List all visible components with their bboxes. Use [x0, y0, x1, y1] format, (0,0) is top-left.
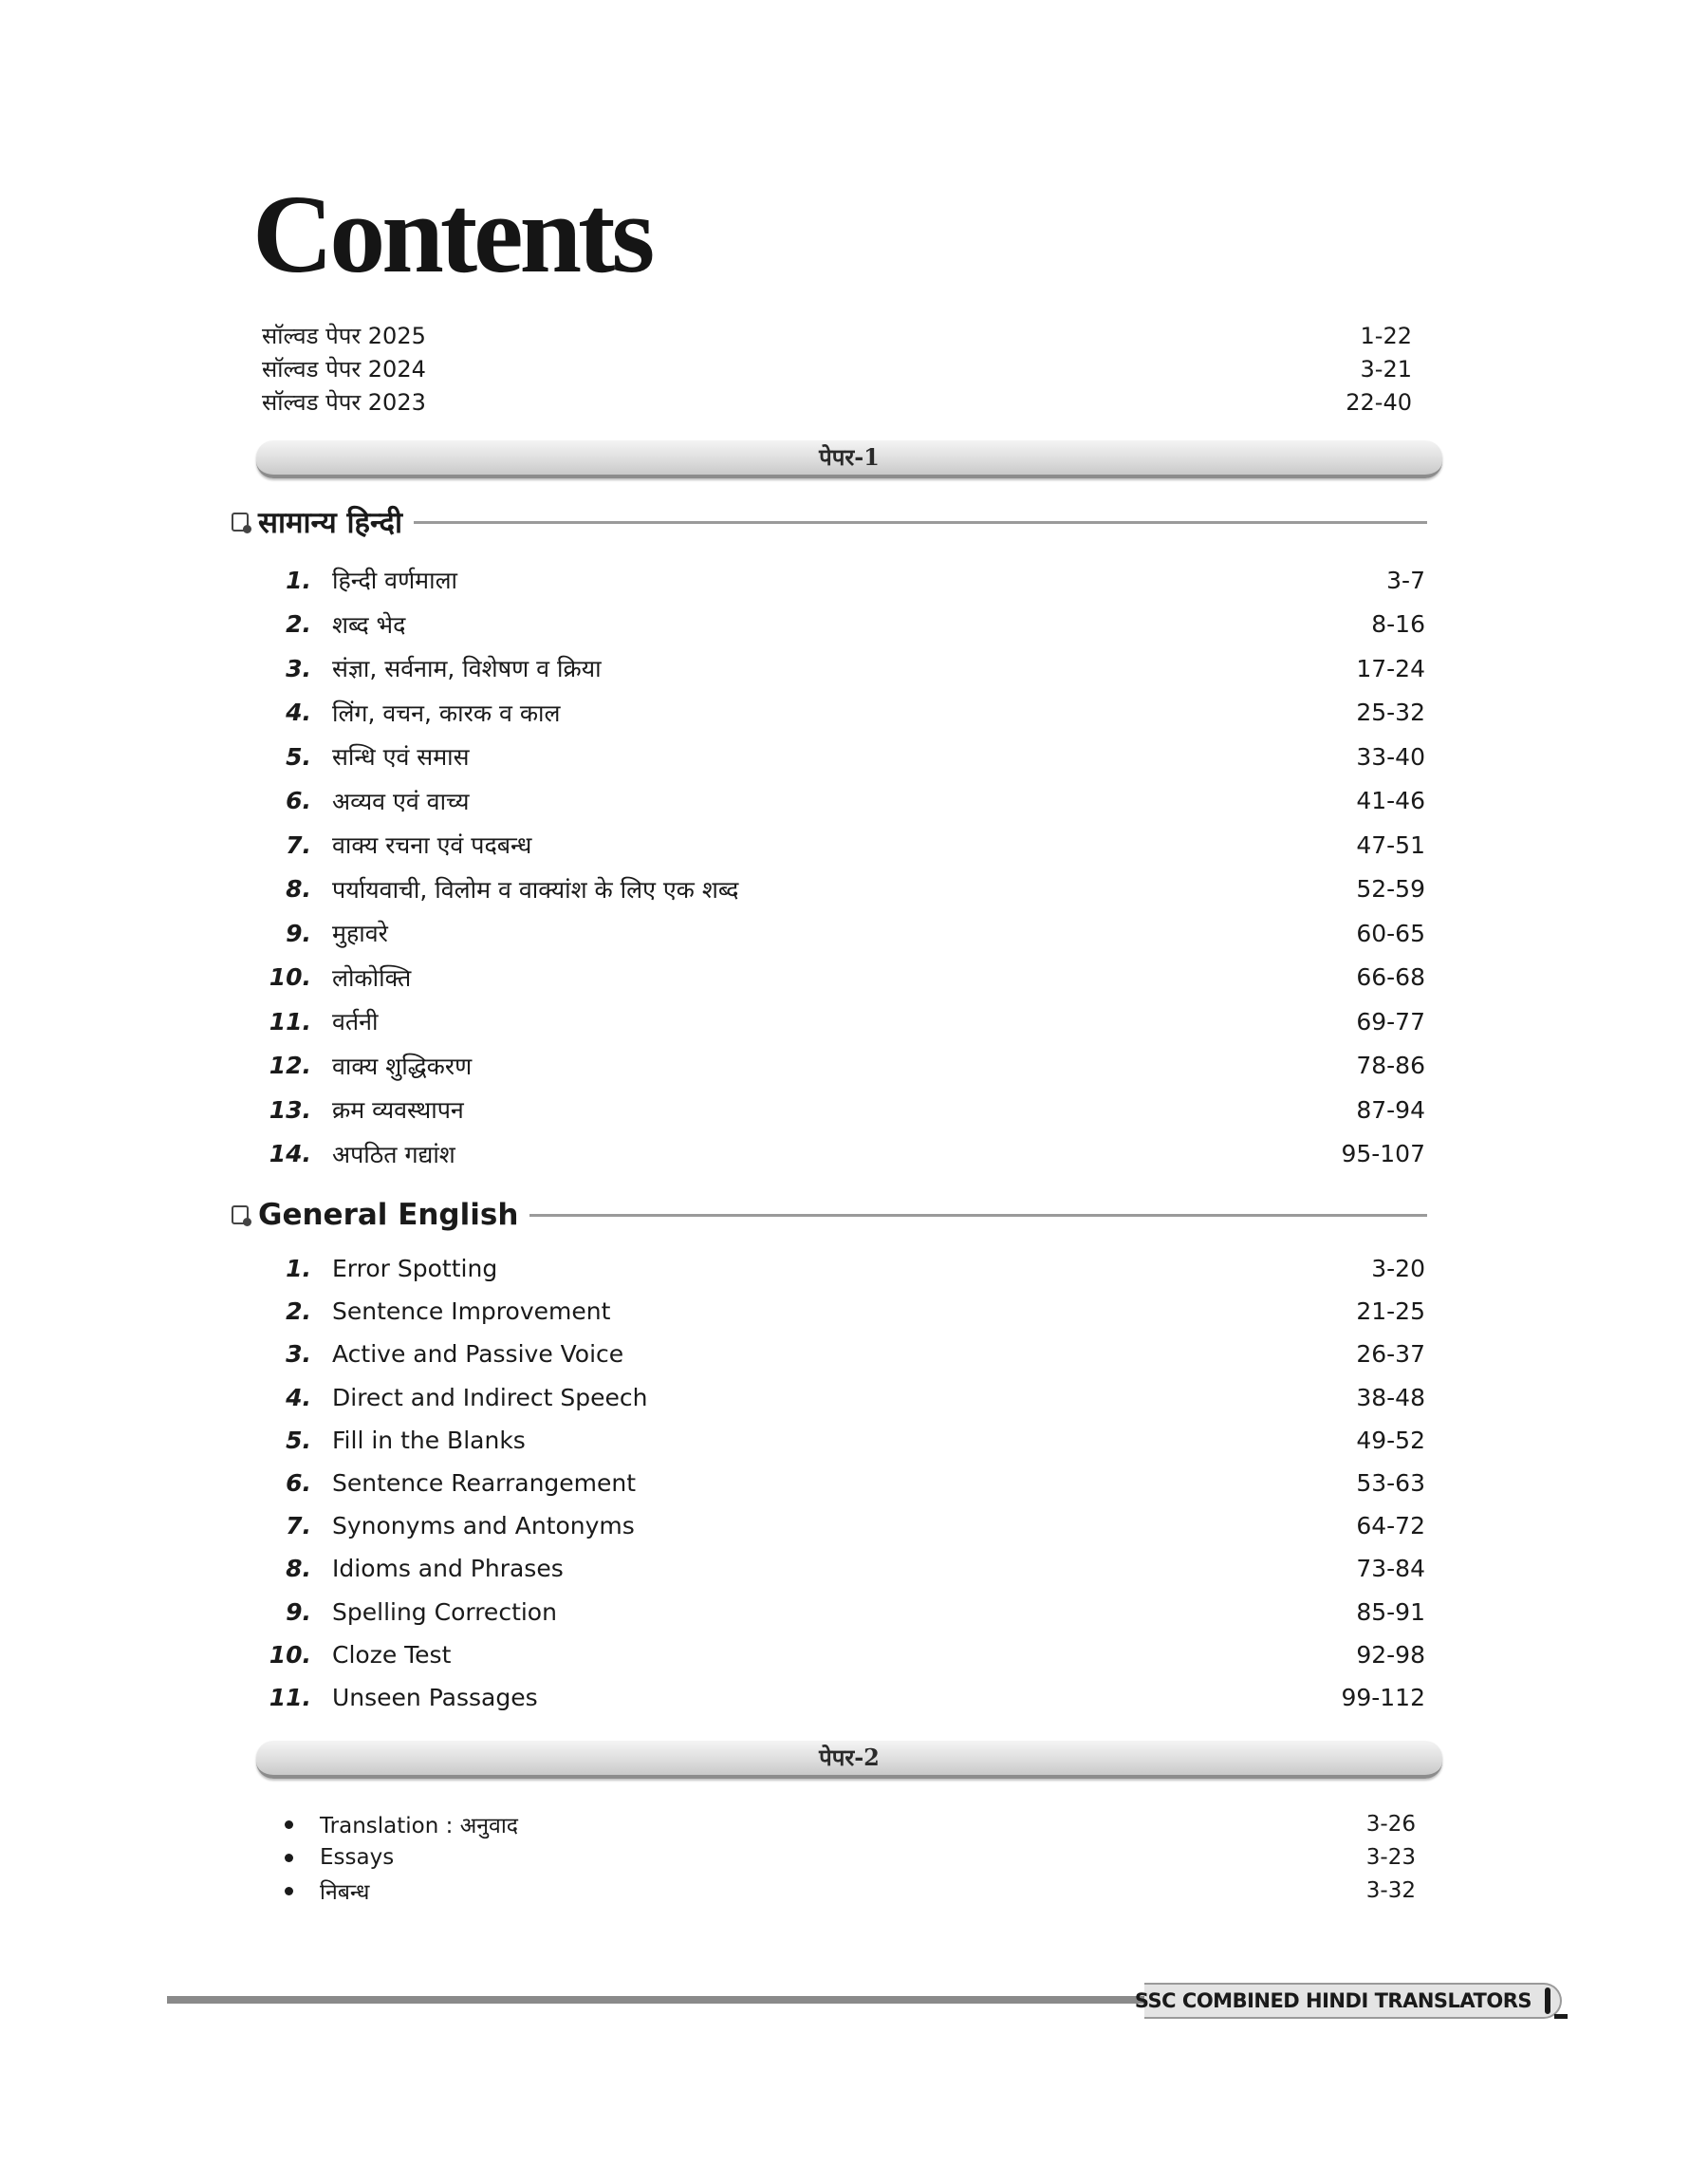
toc-row[interactable]	[266, 691, 1425, 736]
item-number: 11.	[269, 1683, 311, 1711]
solved-paper-pages: 3-21	[1360, 355, 1412, 382]
item-pages: 3-7	[1386, 566, 1425, 594]
item-number: 2.	[286, 610, 311, 639]
item-label: Translation : अनुवाद	[320, 1814, 518, 1838]
item-label: हिन्दी वर्णमाला	[332, 567, 457, 595]
item-number: 11.	[269, 1007, 311, 1036]
solved-paper-row[interactable]	[262, 385, 1412, 419]
item-number: 7.	[286, 830, 311, 859]
item-number: 9.	[286, 1597, 311, 1626]
item-pages: 60-65	[1356, 919, 1425, 947]
item-number: 10.	[269, 963, 311, 992]
item-pages: 38-48	[1356, 1383, 1425, 1411]
toc-row[interactable]	[266, 1376, 1425, 1419]
item-label: Sentence Improvement	[332, 1297, 611, 1326]
item-number: 8.	[286, 875, 311, 904]
item-label: Active and Passive Voice	[332, 1340, 624, 1369]
solved-paper-label: सॉल्वड पेपर 2023	[262, 389, 426, 416]
solved-paper-label: सॉल्वड पेपर 2024	[262, 356, 426, 382]
item-pages: 99-112	[1341, 1683, 1425, 1711]
item-label: वाक्य रचना एवं पदबन्ध	[332, 831, 532, 860]
toc-row[interactable]	[266, 1132, 1425, 1177]
section-heading-hindi	[232, 501, 1427, 543]
item-pages: 92-98	[1356, 1640, 1425, 1669]
toc-row[interactable]	[266, 1462, 1425, 1504]
item-pages: 95-107	[1341, 1140, 1425, 1168]
section-heading-english	[232, 1194, 1427, 1236]
item-label: मुहावरे	[332, 920, 388, 948]
item-label: Unseen Passages	[332, 1683, 538, 1711]
item-number: 9.	[286, 919, 311, 947]
item-pages: 49-52	[1356, 1426, 1425, 1454]
toc-row[interactable]	[266, 956, 1425, 1000]
toc-row[interactable]	[266, 558, 1425, 603]
item-number: 5.	[286, 742, 311, 771]
item-number: 12.	[269, 1052, 311, 1080]
item-number: 7.	[286, 1512, 311, 1540]
monitor-icon	[1545, 1987, 1550, 2014]
item-pages: 87-94	[1356, 1095, 1425, 1124]
item-label: Sentence Rearrangement	[332, 1469, 637, 1498]
toc-row[interactable]	[266, 1247, 1425, 1290]
hindi-topic-list	[266, 558, 1425, 1176]
item-label: पर्यायवाची, विलोम व वाक्यांश के लिए एक शब्द	[332, 875, 739, 904]
item-pages: 3-20	[1371, 1255, 1425, 1283]
item-label: Essays	[320, 1845, 395, 1870]
item-pages: 33-40	[1356, 742, 1425, 771]
toc-row[interactable]	[266, 1633, 1425, 1676]
toc-row[interactable]	[266, 735, 1425, 779]
item-label: क्रम व्यवस्थापन	[332, 1096, 464, 1125]
item-label: सन्धि एवं समास	[332, 743, 470, 772]
item-pages: 47-51	[1356, 830, 1425, 859]
item-number: 2.	[286, 1297, 311, 1326]
item-pages: 3-23	[1365, 1845, 1416, 1870]
toc-row[interactable]	[266, 1419, 1425, 1462]
item-pages: 17-24	[1356, 654, 1425, 682]
solved-paper-pages: 22-40	[1346, 388, 1412, 416]
item-number: 8.	[286, 1555, 311, 1583]
item-number: 3.	[286, 654, 311, 682]
item-pages: 52-59	[1356, 875, 1425, 904]
item-label: Direct and Indirect Speech	[332, 1383, 648, 1411]
section-title: सामान्य हिन्दी	[258, 506, 403, 540]
item-pages: 8-16	[1371, 610, 1425, 639]
item-label: निबन्ध	[320, 1880, 370, 1905]
toc-row[interactable]	[266, 999, 1425, 1044]
item-number: 5.	[286, 1426, 311, 1454]
toc-row[interactable]	[266, 603, 1425, 647]
section-icon	[232, 513, 249, 532]
item-label: संज्ञा, सर्वनाम, विशेषण व क्रिया	[332, 655, 602, 683]
item-number: 14.	[269, 1140, 311, 1168]
item-number: 13.	[269, 1095, 311, 1124]
section-icon	[232, 1205, 249, 1224]
item-pages: 3-26	[1365, 1812, 1416, 1837]
toc-row[interactable]	[266, 911, 1425, 956]
toc-row[interactable]	[266, 868, 1425, 912]
item-label: Cloze Test	[332, 1640, 452, 1669]
item-pages: 66-68	[1356, 963, 1425, 992]
english-topic-list	[266, 1247, 1425, 1719]
item-pages: 25-32	[1356, 699, 1425, 727]
item-label: लिंग, वचन, कारक व काल	[332, 699, 561, 727]
toc-row[interactable]	[266, 646, 1425, 691]
bullet-icon	[285, 1887, 293, 1895]
item-pages: 26-37	[1356, 1340, 1425, 1369]
solved-paper-row[interactable]	[262, 352, 1412, 385]
item-pages: 3-32	[1365, 1878, 1416, 1903]
toc-row[interactable]	[266, 1676, 1425, 1719]
toc-row[interactable]	[266, 1547, 1425, 1590]
section-rule	[529, 1214, 1427, 1217]
list-item[interactable]	[285, 1840, 1416, 1875]
solved-papers-list	[262, 319, 1412, 419]
toc-row[interactable]	[266, 779, 1425, 824]
paper2-banner: पेपर-2	[256, 1741, 1442, 1779]
item-number: 6.	[286, 787, 311, 815]
page-title: Contents	[252, 172, 652, 296]
item-number: 1.	[286, 566, 311, 594]
footer-tab	[1134, 1983, 1562, 2019]
item-pages: 64-72	[1356, 1512, 1425, 1540]
item-label: Error Spotting	[332, 1255, 498, 1283]
paper2-list	[285, 1808, 1416, 1907]
item-number: 4.	[286, 699, 311, 727]
item-number: 3.	[286, 1340, 311, 1369]
toc-row[interactable]	[266, 1591, 1425, 1633]
item-label: Fill in the Blanks	[332, 1426, 526, 1454]
item-pages: 69-77	[1356, 1007, 1425, 1036]
item-label: अपठित गद्यांश	[332, 1140, 455, 1168]
footer-book-title: SSC COMBINED HINDI TRANSLATORS	[1134, 1989, 1532, 2012]
section-rule	[414, 521, 1427, 524]
item-pages: 21-25	[1356, 1297, 1425, 1326]
bullet-icon	[285, 1820, 293, 1829]
toc-row[interactable]	[266, 823, 1425, 868]
list-item[interactable]	[285, 1808, 1416, 1840]
solved-paper-pages: 1-22	[1360, 322, 1412, 349]
list-item[interactable]	[285, 1875, 1416, 1907]
item-label: Spelling Correction	[332, 1597, 557, 1626]
paper1-banner: पेपर-1	[256, 440, 1442, 478]
item-label: वाक्य शुद्धिकरण	[332, 1052, 473, 1080]
solved-paper-row[interactable]	[262, 319, 1412, 352]
item-number: 4.	[286, 1383, 311, 1411]
item-pages: 85-91	[1356, 1597, 1425, 1626]
toc-row[interactable]	[266, 1333, 1425, 1375]
item-pages: 73-84	[1356, 1555, 1425, 1583]
item-pages: 78-86	[1356, 1052, 1425, 1080]
item-label: Idioms and Phrases	[332, 1555, 564, 1583]
item-number: 6.	[286, 1469, 311, 1498]
bullet-icon	[285, 1854, 293, 1862]
item-number: 10.	[269, 1640, 311, 1669]
item-label: अव्यव एवं वाच्य	[332, 787, 470, 815]
footer-rule	[167, 1996, 1163, 2004]
item-pages: 53-63	[1356, 1469, 1425, 1498]
solved-paper-label: सॉल्वड पेपर 2025	[262, 323, 426, 349]
item-label: लोकोक्ति	[332, 963, 412, 992]
item-label: Synonyms and Antonyms	[332, 1512, 635, 1540]
toc-row[interactable]	[266, 1504, 1425, 1547]
section-title: General English	[258, 1198, 519, 1232]
item-label: शब्द भेद	[332, 610, 406, 639]
toc-row[interactable]	[266, 1290, 1425, 1333]
toc-row[interactable]	[266, 1044, 1425, 1089]
toc-row[interactable]	[266, 1088, 1425, 1132]
item-pages: 41-46	[1356, 787, 1425, 815]
item-label: वर्तनी	[332, 1008, 379, 1036]
item-number: 1.	[286, 1255, 311, 1283]
